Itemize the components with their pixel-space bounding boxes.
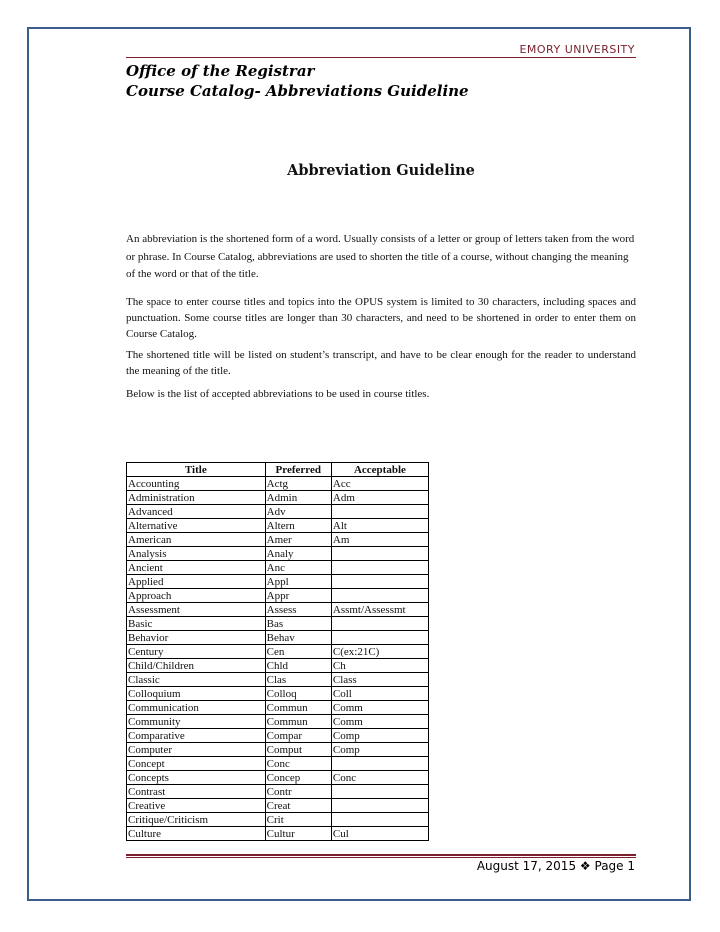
title-cell: Critique/Criticism <box>127 813 266 827</box>
acceptable-cell: Assmt/Assessmt <box>331 603 428 617</box>
title-cell: Classic <box>127 673 266 687</box>
paragraph-definition: An abbreviation is the shortened form of a word. Usually consists of a letter or group of letters taken from the word or phrase. In Course Catalog, abbreviations are used to shorten the title of a course, without changing the meaning of the word or that of the title. <box>126 233 635 280</box>
acceptable-cell <box>331 799 428 813</box>
acceptable-cell: Comm <box>331 715 428 729</box>
preferred-cell: Cultur <box>265 827 331 841</box>
table-row <box>127 827 429 841</box>
table-row <box>127 505 429 519</box>
title-cell: Concepts <box>127 771 266 785</box>
acceptable-cell: Class <box>331 673 428 687</box>
title-cell: Ancient <box>127 561 266 575</box>
acceptable-cell <box>331 547 428 561</box>
title-cell: Century <box>127 645 266 659</box>
title-cell: Administration <box>127 491 266 505</box>
preferred-cell: Amer <box>265 533 331 547</box>
acceptable-cell <box>331 505 428 519</box>
table-row <box>127 757 429 771</box>
title-cell: American <box>127 533 266 547</box>
preferred-cell: Bas <box>265 617 331 631</box>
table-row <box>127 547 429 561</box>
preferred-cell: Behav <box>265 631 331 645</box>
title-cell: Communication <box>127 701 266 715</box>
acceptable-cell: Adm <box>331 491 428 505</box>
preferred-cell: Cen <box>265 645 331 659</box>
title-cell: Creative <box>127 799 266 813</box>
title-cell: Culture <box>127 827 266 841</box>
preferred-cell: Crit <box>265 813 331 827</box>
preferred-cell: Conc <box>265 757 331 771</box>
title-cell: Colloquium <box>127 687 266 701</box>
header-rule <box>126 57 636 58</box>
diamond-ornament-icon: ❖ <box>579 859 591 873</box>
table-row <box>127 645 429 659</box>
acceptable-cell: Cul <box>331 827 428 841</box>
paragraph-transcript: The shortened title will be listed on student’s transcript, and have to be clear enough for the reader to understand the meaning of the title. <box>126 349 636 377</box>
column-header-preferred: Preferred <box>265 463 331 477</box>
table-row <box>127 659 429 673</box>
acceptable-cell: C(ex:21C) <box>331 645 428 659</box>
preferred-cell: Compar <box>265 729 331 743</box>
acceptable-cell <box>331 757 428 771</box>
table-row <box>127 813 429 827</box>
page-number: Page 1 <box>594 859 635 873</box>
preferred-cell: Appl <box>265 575 331 589</box>
acceptable-cell: Comm <box>331 701 428 715</box>
acceptable-cell <box>331 813 428 827</box>
preferred-cell: Assess <box>265 603 331 617</box>
column-header-title: Title <box>127 463 266 477</box>
acceptable-cell <box>331 617 428 631</box>
table-row <box>127 491 429 505</box>
table-row <box>127 575 429 589</box>
acceptable-cell <box>331 589 428 603</box>
table-row <box>127 617 429 631</box>
acceptable-cell: Am <box>331 533 428 547</box>
preferred-cell: Creat <box>265 799 331 813</box>
preferred-cell: Actg <box>265 477 331 491</box>
acceptable-cell <box>331 561 428 575</box>
title-cell: Basic <box>127 617 266 631</box>
title-cell: Concept <box>127 757 266 771</box>
title-cell: Accounting <box>127 477 266 491</box>
university-name: EMORY UNIVERSITY <box>519 43 635 56</box>
acceptable-cell: Coll <box>331 687 428 701</box>
column-header-acceptable: Acceptable <box>331 463 428 477</box>
table-row <box>127 701 429 715</box>
acceptable-cell <box>331 631 428 645</box>
table-row <box>127 533 429 547</box>
table-row <box>127 715 429 729</box>
title-cell: Computer <box>127 743 266 757</box>
table-row <box>127 477 429 491</box>
title-cell: Approach <box>127 589 266 603</box>
preferred-cell: Admin <box>265 491 331 505</box>
paragraph-list-intro: Below is the list of accepted abbreviations to be used in course titles. <box>126 388 430 400</box>
table-body <box>127 477 429 841</box>
title-cell: Analysis <box>127 547 266 561</box>
preferred-cell: Adv <box>265 505 331 519</box>
paragraph-opus-limit: The space to enter course titles and topics into the OPUS system is limited to 30 characters, including spaces and punctuation. Some course titles are longer than 30 characters, and need to be shortened in order to enter them on Course Catalog. <box>126 296 636 340</box>
table-row <box>127 561 429 575</box>
title-cell: Child/Children <box>127 659 266 673</box>
table-row <box>127 673 429 687</box>
preferred-cell: Altern <box>265 519 331 533</box>
title-cell: Advanced <box>127 505 266 519</box>
table-row <box>127 799 429 813</box>
preferred-cell: Colloq <box>265 687 331 701</box>
footer-date: August 17, 2015 <box>476 859 577 873</box>
abbreviations-table <box>126 462 429 841</box>
title-cell: Community <box>127 715 266 729</box>
preferred-cell: Commun <box>265 701 331 715</box>
preferred-cell: Anc <box>265 561 331 575</box>
title-cell: Comparative <box>127 729 266 743</box>
title-cell: Behavior <box>127 631 266 645</box>
preferred-cell: Analy <box>265 547 331 561</box>
acceptable-cell: Comp <box>331 743 428 757</box>
page-footer <box>477 859 635 873</box>
preferred-cell: Comput <box>265 743 331 757</box>
acceptable-cell: Conc <box>331 771 428 785</box>
preferred-cell: Contr <box>265 785 331 799</box>
table-row <box>127 603 429 617</box>
preferred-cell: Commun <box>265 715 331 729</box>
table-row <box>127 771 429 785</box>
preferred-cell: Clas <box>265 673 331 687</box>
preferred-cell: Chld <box>265 659 331 673</box>
acceptable-cell: Acc <box>331 477 428 491</box>
acceptable-cell: Ch <box>331 659 428 673</box>
title-cell: Applied <box>127 575 266 589</box>
title-cell: Contrast <box>127 785 266 799</box>
acceptable-cell <box>331 575 428 589</box>
title-cell: Alternative <box>127 519 266 533</box>
document-subtitle: Course Catalog- Abbreviations Guideline <box>126 82 469 100</box>
preferred-cell: Concep <box>265 771 331 785</box>
table-row <box>127 743 429 757</box>
acceptable-cell: Comp <box>331 729 428 743</box>
footer-rule-thin <box>126 857 636 858</box>
table-row <box>127 519 429 533</box>
table-row <box>127 589 429 603</box>
table-row <box>127 687 429 701</box>
preferred-cell: Appr <box>265 589 331 603</box>
title-cell: Assessment <box>127 603 266 617</box>
table-row <box>127 631 429 645</box>
table-row <box>127 729 429 743</box>
table-header-row <box>127 463 429 477</box>
footer-rule <box>126 854 636 856</box>
table-row <box>127 785 429 799</box>
page-title: Abbreviation Guideline <box>287 162 475 179</box>
acceptable-cell <box>331 785 428 799</box>
office-title: Office of the Registrar <box>126 62 315 80</box>
acceptable-cell: Alt <box>331 519 428 533</box>
